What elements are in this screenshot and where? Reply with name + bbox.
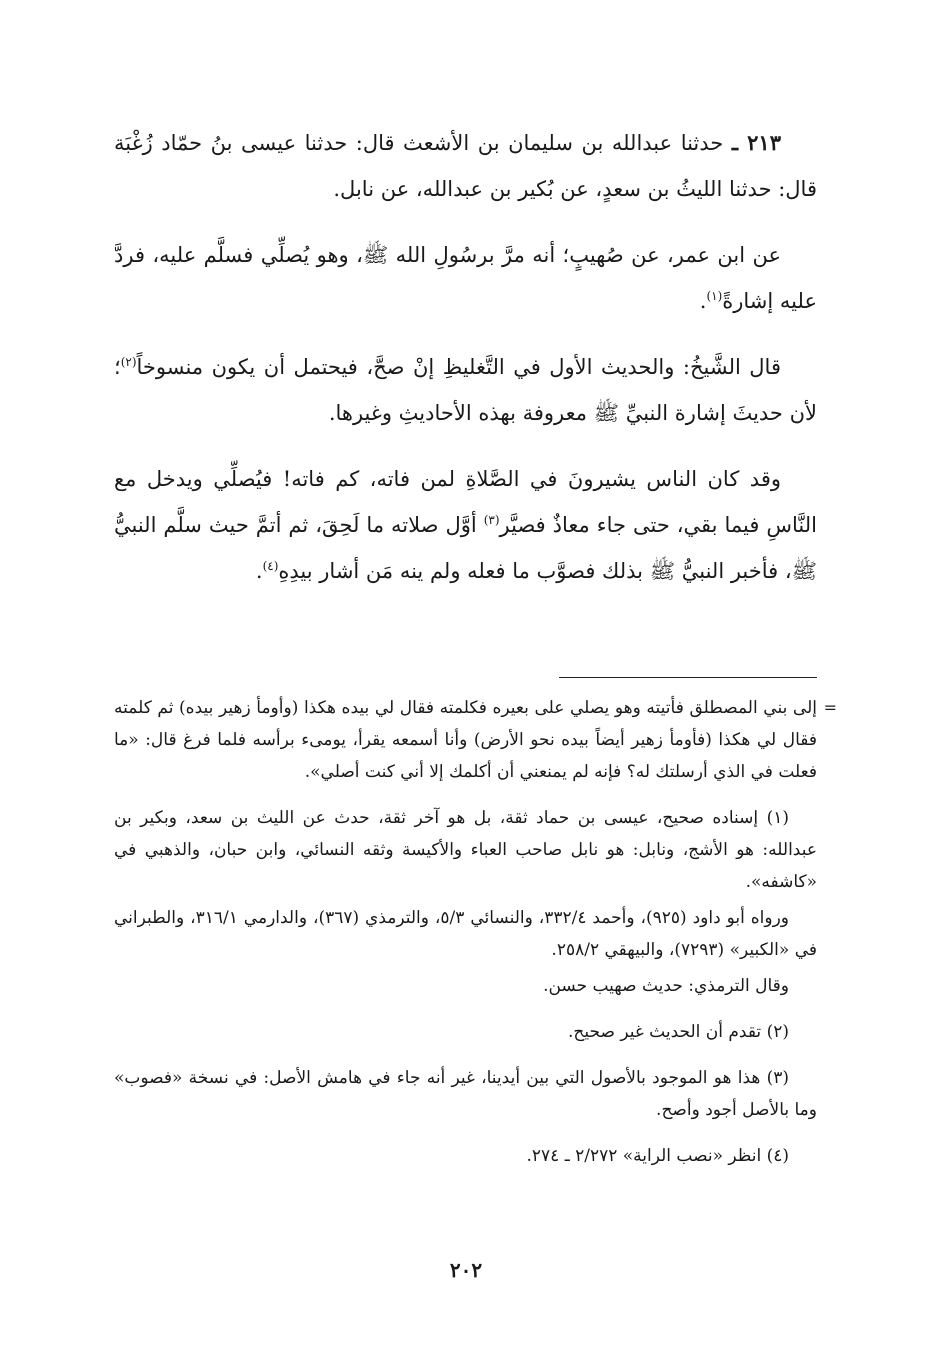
footnote-4-number: (٤) xyxy=(766,1146,789,1166)
continuation-mark: = xyxy=(823,698,837,717)
footnote-ref-1[interactable]: (١) xyxy=(706,289,723,303)
page-number: ٢٠٢ xyxy=(449,1258,483,1282)
footnote-1-text-a: إسناده صحيح، عيسى بن حماد ثقة، بل هو آخر ثقة، حدث عن الليث بن سعد، وبكير بن عبدالله: هو الأشج، ونابل: هو نابل صاحب العباء والأكيسة وثقه النسائي، وابن حبان، والذهبي في «كاشفه». xyxy=(114,808,817,892)
footnote-2 xyxy=(114,1016,817,1048)
practice-text-b: أوَّل صلاته ما لَحِقَ، ثم أتمَّ حيث سلَّم النبيُّ ﷺ، فأخبر النبيُّ ﷺ بذلك فصوَّب ما فعله ولم ينه مَن أشار بيدِهِ xyxy=(114,513,817,583)
footnote-ref-3[interactable]: (٣) xyxy=(483,513,500,527)
footnote-4 xyxy=(114,1140,817,1172)
footnote-divider xyxy=(559,677,817,678)
footnote-2-text: تقدم أن الحديث غير صحيح. xyxy=(568,1022,762,1042)
footnote-continued xyxy=(114,692,837,788)
footnote-3-number: (٣) xyxy=(766,1068,789,1088)
matn-text: عن ابن عمر، عن صُهيبٍ؛ أنه مرَّ برسُولِ الله ﷺ، وهو يُصلِّي فسلَّم عليه، فردَّ عليه إشارةً xyxy=(114,243,817,313)
main-text xyxy=(114,120,817,614)
sheikh-comment-paragraph xyxy=(114,344,817,436)
comment-text-b: ؛ لأن حديثَ إشارة النبيِّ ﷺ معروفة بهذه الأحاديثِ وغيرها. xyxy=(114,355,817,425)
footnote-1-tirmidhi xyxy=(114,970,817,1002)
footnote-1-text-c: وقال الترمذي: حديث صهيب حسن. xyxy=(543,976,789,996)
comment-text-a: قال الشَّيخُ: والحديث الأول في التَّغليظِ إنْ صحَّ، فيحتمل أن يكون منسوخاً xyxy=(136,355,781,379)
footnote-continued-text: إلى بني المصطلق فأتيته وهو يصلي على بعيره فكلمته فقال لي بيده هكذا (وأومأ زهير بيده) ثم كلمته فقال لي هكذا (فأومأ زهير أيضاً بيده نحو الأرض) وأنا أسمعه يقرأ، يومىء برأسه فلما فرغ قال: «ما فعلت في الذي أرسلتك له؟ فإنه لم يمنعني أن أكلمك إلا أني كنت أصلي». xyxy=(114,698,817,782)
hadith-matn-paragraph xyxy=(114,232,817,324)
footnote-1-sources xyxy=(114,902,817,966)
footnote-ref-4[interactable]: (٤) xyxy=(262,559,279,573)
footnote-1-text-b: ورواه أبو داود (٩٢٥)، وأحمد ٣٣٢/٤، والنسائي ٥/٣، والترمذي (٣٦٧)، والدارمي ٣١٦/١، والطبراني في «الكبير» (٧٢٩٣)، والبيهقي ٢٥٨/٢. xyxy=(114,908,817,960)
practice-text-a: وقد كان الناس يشيرونَ في الصَّلاةِ لمن فاته، كم فاته! فيُصلِّي ويدخل مع النَّاسِ فيما بقي، حتى جاء معاذٌ فصيَّر xyxy=(114,467,817,537)
footnote-2-number: (٢) xyxy=(766,1022,789,1042)
prayer-practice-paragraph xyxy=(114,456,817,594)
footnote-1-number: (١) xyxy=(766,808,790,828)
footnotes-section xyxy=(114,692,837,1186)
footnote-3 xyxy=(114,1062,817,1126)
footnote-4-text: انظر «نصب الراية» ٢/٢٧٢ ـ ٢٧٤. xyxy=(526,1146,762,1166)
footnote-1 xyxy=(114,802,817,898)
footnote-ref-2[interactable]: (٢) xyxy=(120,355,137,369)
hadith-isnad-paragraph xyxy=(114,120,817,212)
hadith-number: ٢١٣ ـ xyxy=(731,130,781,155)
isnad-text: حدثنا عبدالله بن سليمان بن الأشعث قال: حدثنا عيسى بنُ حمّاد زُغْبَة قال: حدثنا الليثُ بن سعدٍ، عن بُكير بن عبدالله، عن نابل. xyxy=(114,131,817,201)
matn-end: . xyxy=(699,289,707,313)
footnote-3-text: هذا هو الموجود بالأصول التي بين أيدينا، غير أنه جاء في هامش الأصل: في نسخة «فصوب» وما بالأصل أجود وأصح. xyxy=(114,1068,817,1120)
practice-end: . xyxy=(255,559,263,583)
